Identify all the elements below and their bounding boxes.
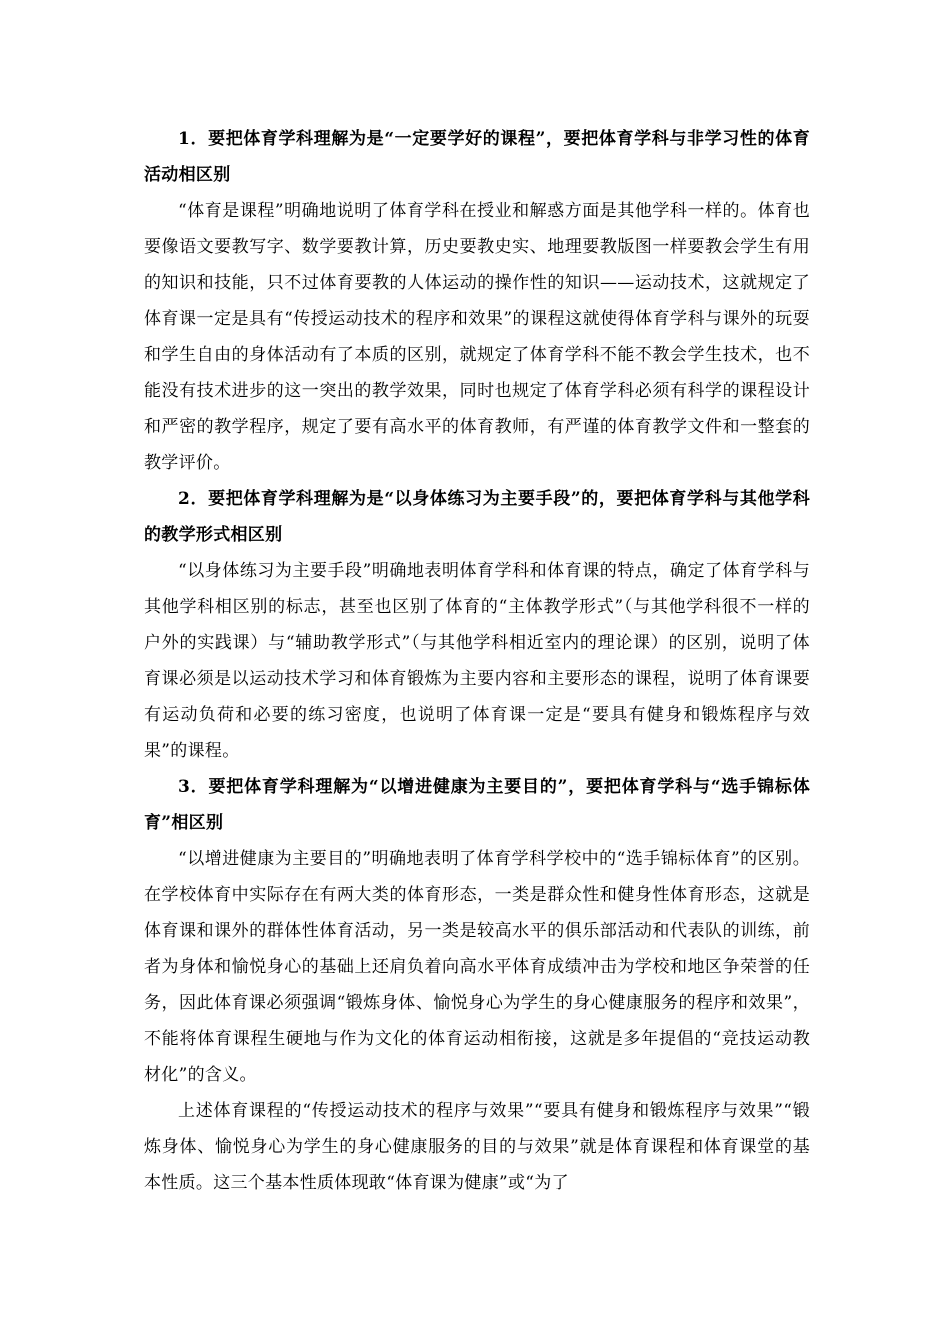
body-paragraph-1: “体育是课程”明确地说明了体育学科在授业和解惑方面是其他学科一样的。体育也要像语文要教写字、数学要教计算，历史要教史实、地理要教版图一样要教会学生有用的知识和技能，只不过体育要教的人体运动的操作性的知识——运动技术，这就规定了体育课一定是具有“传授运动技术的程序和效果”的课程这就使得体育学科与课外的玩耍和学生自由的身体活动有了本质的区别，就规定了体育学科不能不教会学生技术，也不能没有技术进步的这一突出的教学效果，同时也规定了体育学科必须有科学的课程设计和严密的教学程序，规定了要有高水平的体育教师，有严谨的体育教学文件和一整套的教学评价。: [144, 201, 810, 473]
section-heading-2: 2．要把体育学科理解为是“以身体练习为主要手段”的，要把体育学科与其他学科的教学形式相区别: [144, 489, 810, 545]
body-paragraph-2: “以身体练习为主要手段”明确地表明体育学科和体育课的特点，确定了体育学科与其他学科相区别的标志，甚至也区别了体育的“主体教学形式”（与其他学科很不一样的户外的实践课）与“辅助教学形式”（与其他学科相近室内的理论课）的区别，说明了体育课必须是以运动技术学习和体育锻炼为主要内容和主要形态的课程，说明了体育课要有运动负荷和必要的练习密度，也说明了体育课一定是“要具有健身和锻炼程序与效果”的课程。: [144, 561, 810, 761]
section-heading-1: 1．要把体育学科理解为是“一定要学好的课程”，要把体育学科与非学习性的体育活动相区别: [144, 129, 810, 185]
body-paragraph-4: 上述体育课程的“传授运动技术的程序与效果”“要具有健身和锻炼程序与效果”“锻炼身体、愉悦身心为学生的身心健康服务的目的与效果”就是体育课程和体育课堂的基本性质。这三个基本性质体现敢“体育课为健康”或“为了: [144, 1101, 810, 1193]
body-paragraph-3: “以增进健康为主要目的”明确地表明了体育学科学校中的“选手锦标体育”的区别。在学校体育中实际存在有两大类的体育形态，一类是群众性和健身性体育形态，这就是体育课和课外的群体性体育活动，另一类是较高水平的俱乐部活动和代表队的训练，前者为身体和愉悦身心的基础上还肩负着向高水平体育成绩冲击为学校和地区争荣誉的任务，因此体育课必须强调“锻炼身体、愉悦身心为学生的身心健康服务的程序和效果”，不能将体育课程生硬地与作为文化的体育运动相衔接，这就是多年提倡的“竞技运动教材化”的含义。: [144, 849, 810, 1085]
document-page: [144, 121, 810, 1201]
section-heading-3: 3．要把体育学科理解为“以增进健康为主要目的”，要把体育学科与“选手锦标体育”相区别: [144, 777, 810, 833]
